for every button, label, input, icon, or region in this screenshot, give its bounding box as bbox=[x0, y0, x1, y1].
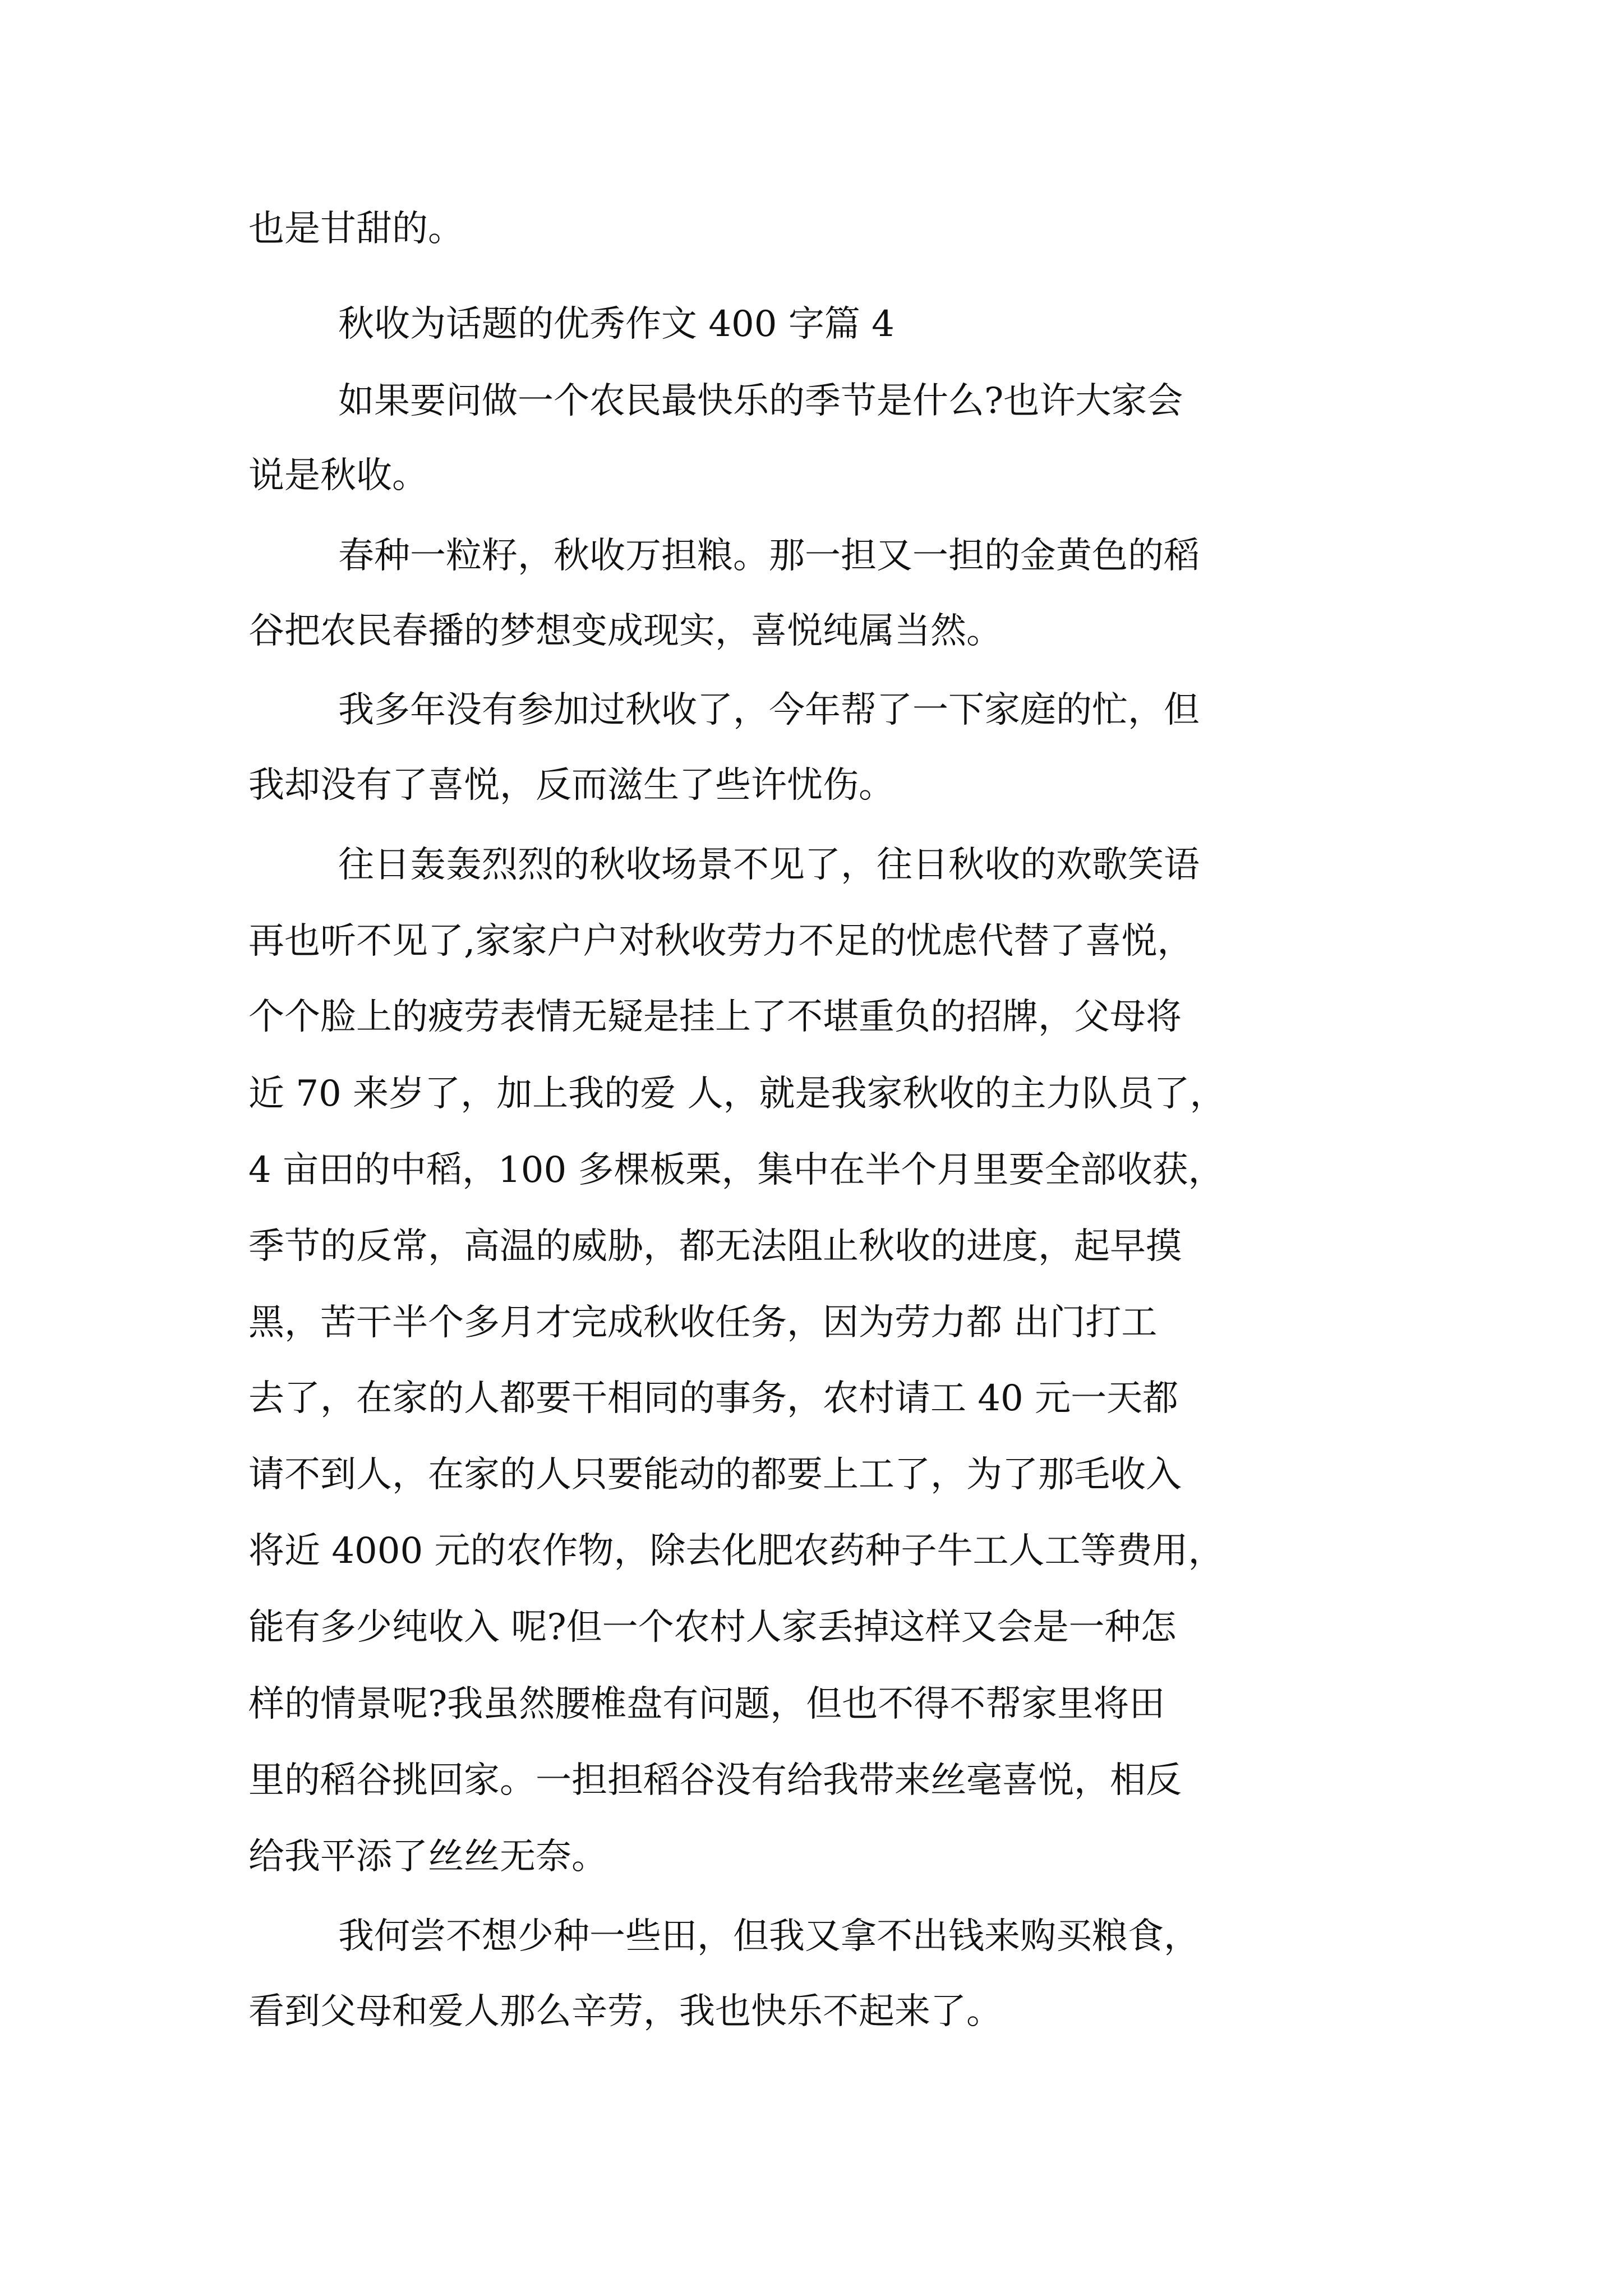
text-line: 请不到人，在家的人只要能动的都要上工了，为了那毛收入 bbox=[248, 1454, 1182, 1496]
text-line: 我却没有了喜悦，反而滋生了些许忧伤。 bbox=[248, 765, 895, 806]
text-line: 看到父母和爱人那么辛劳，我也快乐不起来了。 bbox=[248, 1991, 1002, 2032]
section-heading: 秋收为话题的优秀作文 400 字篇 4 bbox=[338, 303, 895, 345]
text-line: 将近 4000 元的农作物，除去化肥农药种子牛工人工等费用， bbox=[248, 1530, 1224, 1572]
text-line: 去了，在家的人都要干相同的事务，农村请工 40 元一天都 bbox=[248, 1378, 1179, 1419]
text-line: 也是甘甜的。 bbox=[248, 208, 464, 250]
text-line: 我何尝不想少种一些田，但我又拿不出钱来购买粮食， bbox=[338, 1916, 1200, 1957]
text-line: 谷把农民春播的梦想变成现实，喜悦纯属当然。 bbox=[248, 610, 1002, 652]
text-line: 能有多少纯收入 呢?但一个农村人家丢掉这样又会是一种怎 bbox=[248, 1607, 1177, 1648]
text-line: 个个脸上的疲劳表情无疑是挂上了不堪重负的招牌，父母将 bbox=[248, 996, 1182, 1038]
text-line: 再也听不见了,家家户户对秋收劳力不足的忧虑代替了喜悦， bbox=[248, 921, 1193, 962]
text-line: 4 亩田的中稻，100 多棵板栗，集中在半个月里要全部收获， bbox=[248, 1149, 1224, 1191]
text-line: 里的稻谷挑回家。一担担稻谷没有给我带来丝毫喜悦，相反 bbox=[248, 1760, 1182, 1801]
text-line: 近 70 来岁了，加上我的爱 人，就是我家秋收的主力队员了， bbox=[248, 1073, 1226, 1115]
text-line: 季节的反常，高温的威胁，都无法阻止秋收的进度，起早摸 bbox=[248, 1226, 1182, 1267]
text-line: 如果要问做一个农民最快乐的季节是什么?也许大家会 bbox=[338, 380, 1183, 422]
text-line: 黑，苦干半个多月才完成秋收任务，因为劳力都 出门打工 bbox=[248, 1302, 1158, 1343]
text-line: 给我平添了丝丝无奈。 bbox=[248, 1836, 607, 1878]
text-line: 往日轰轰烈烈的秋收场景不见了，往日秋收的欢歌笑语 bbox=[338, 844, 1200, 886]
text-line: 春种一粒籽，秋收万担粮。那一担又一担的金黄色的稻 bbox=[338, 535, 1200, 577]
text-line: 我多年没有参加过秋收了，今年帮了一下家庭的忙，但 bbox=[338, 689, 1200, 731]
text-line: 样的情景呢?我虽然腰椎盘有问题，但也不得不帮家里将田 bbox=[248, 1683, 1165, 1725]
text-line: 说是秋收。 bbox=[248, 455, 428, 496]
